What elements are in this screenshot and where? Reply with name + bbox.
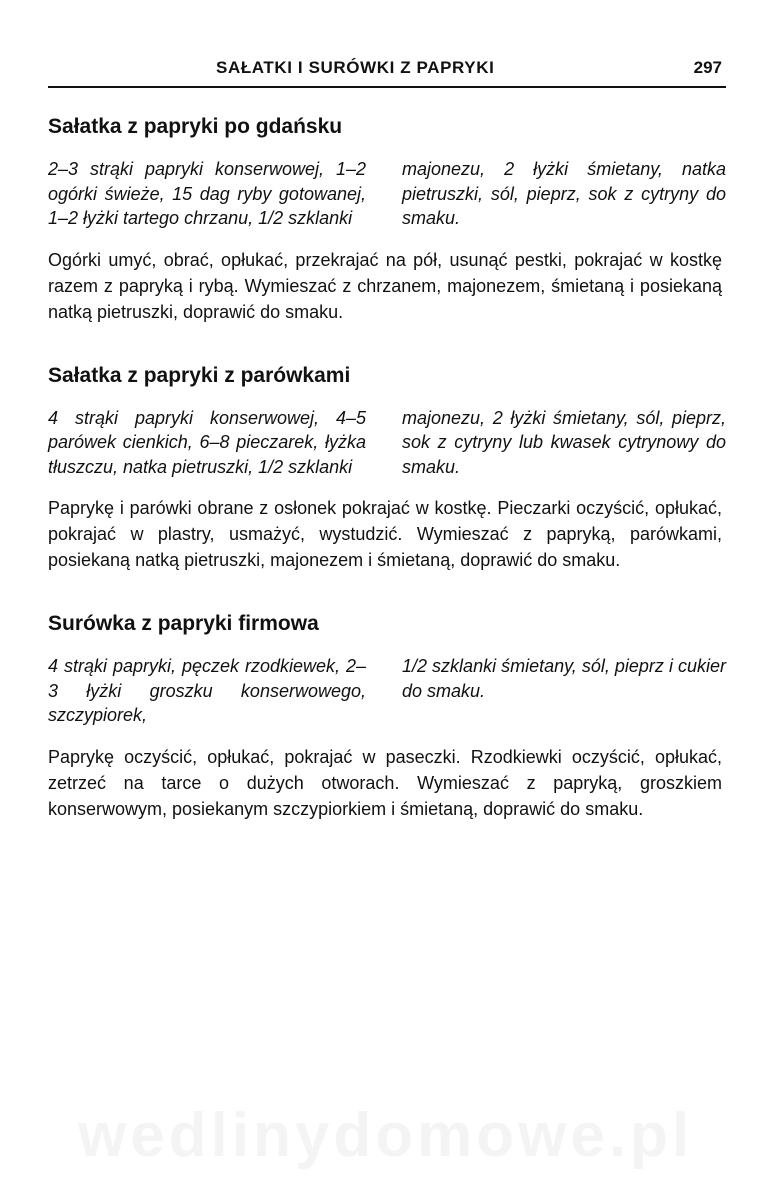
recipe-title: Surówka z papryki firmowa: [48, 612, 319, 635]
book-page: [48, 58, 726, 840]
ingredients-right-column: majonezu, 2 łyżki śmietany, natka pietruszki, sól, pieprz, sok z cytryny do smaku.: [402, 159, 726, 228]
method-text: Paprykę i parówki obrane z osłonek pokrajać w kostkę. Pieczarki oczyścić, opłukać, pokrajać w plastry, usmażyć, wystudzić. Wymieszać z papryką, parówkami, posiekaną natką pietruszki, majonezem i śmietaną, doprawić do smaku.: [48, 498, 722, 570]
recipe: [48, 361, 726, 574]
ingredients-left-column: 4 strąki papryki, pęczek rzodkiewek, 2–3 łyżki groszku konserwowego, szczypiorek,: [48, 656, 366, 725]
recipe-title: Sałatka z papryki z parówkami: [48, 363, 351, 387]
running-title: SAŁATKI I SURÓWKI Z PAPRYKI: [216, 58, 495, 77]
running-head: [48, 58, 726, 88]
method-text: Paprykę oczyścić, opłukać, pokrajać w paseczki. Rzodkiewki oczyścić, opłukać, zetrzeć na tarce o dużych otworach. Wymieszać z papryką, groszkiem konserwowym, posiekanym szczypiorkiem i śmietaną, doprawić do smaku.: [48, 746, 722, 819]
method-text: Ogórki umyć, obrać, opłukać, przekrajać na pół, usunąć pestki, pokrajać w kostkę razem z papryką i rybą. Wymieszać z chrzanem, majonezem, śmietaną i posiekaną natką pietruszki, doprawić do smaku.: [48, 249, 722, 322]
ingredients-right-column: majonezu, 2 łyżki śmietany, sól, pieprz, sok z cytryny lub kwasek cytrynowy do smaku.: [402, 407, 726, 477]
page-number: 297: [693, 58, 722, 77]
ingredients: [48, 654, 726, 728]
recipe-title: Sałatka z papryki po gdańsku: [48, 115, 343, 138]
recipe: [48, 609, 726, 822]
ingredients: [48, 157, 726, 231]
ingredients-left-column: 2–3 strąki papryki konserwowej, 1–2 ogórki świeże, 15 dag ryby gotowanej, 1–2 łyżki tartego chrzanu, 1/2 szklanki: [48, 159, 366, 228]
ingredients: [48, 406, 726, 480]
ingredients-right-column: 1/2 szklanki śmietany, sól, pieprz i cukier do smaku.: [402, 656, 726, 701]
recipe: [48, 112, 726, 325]
watermark: wedlinydomowe.pl: [78, 1101, 694, 1170]
ingredients-left-column: 4 strąki papryki konserwowej, 4–5 parówek cienkich, 6–8 pieczarek, łyżka tłuszczu, natka pietruszki, 1/2 szklanki: [48, 407, 366, 477]
